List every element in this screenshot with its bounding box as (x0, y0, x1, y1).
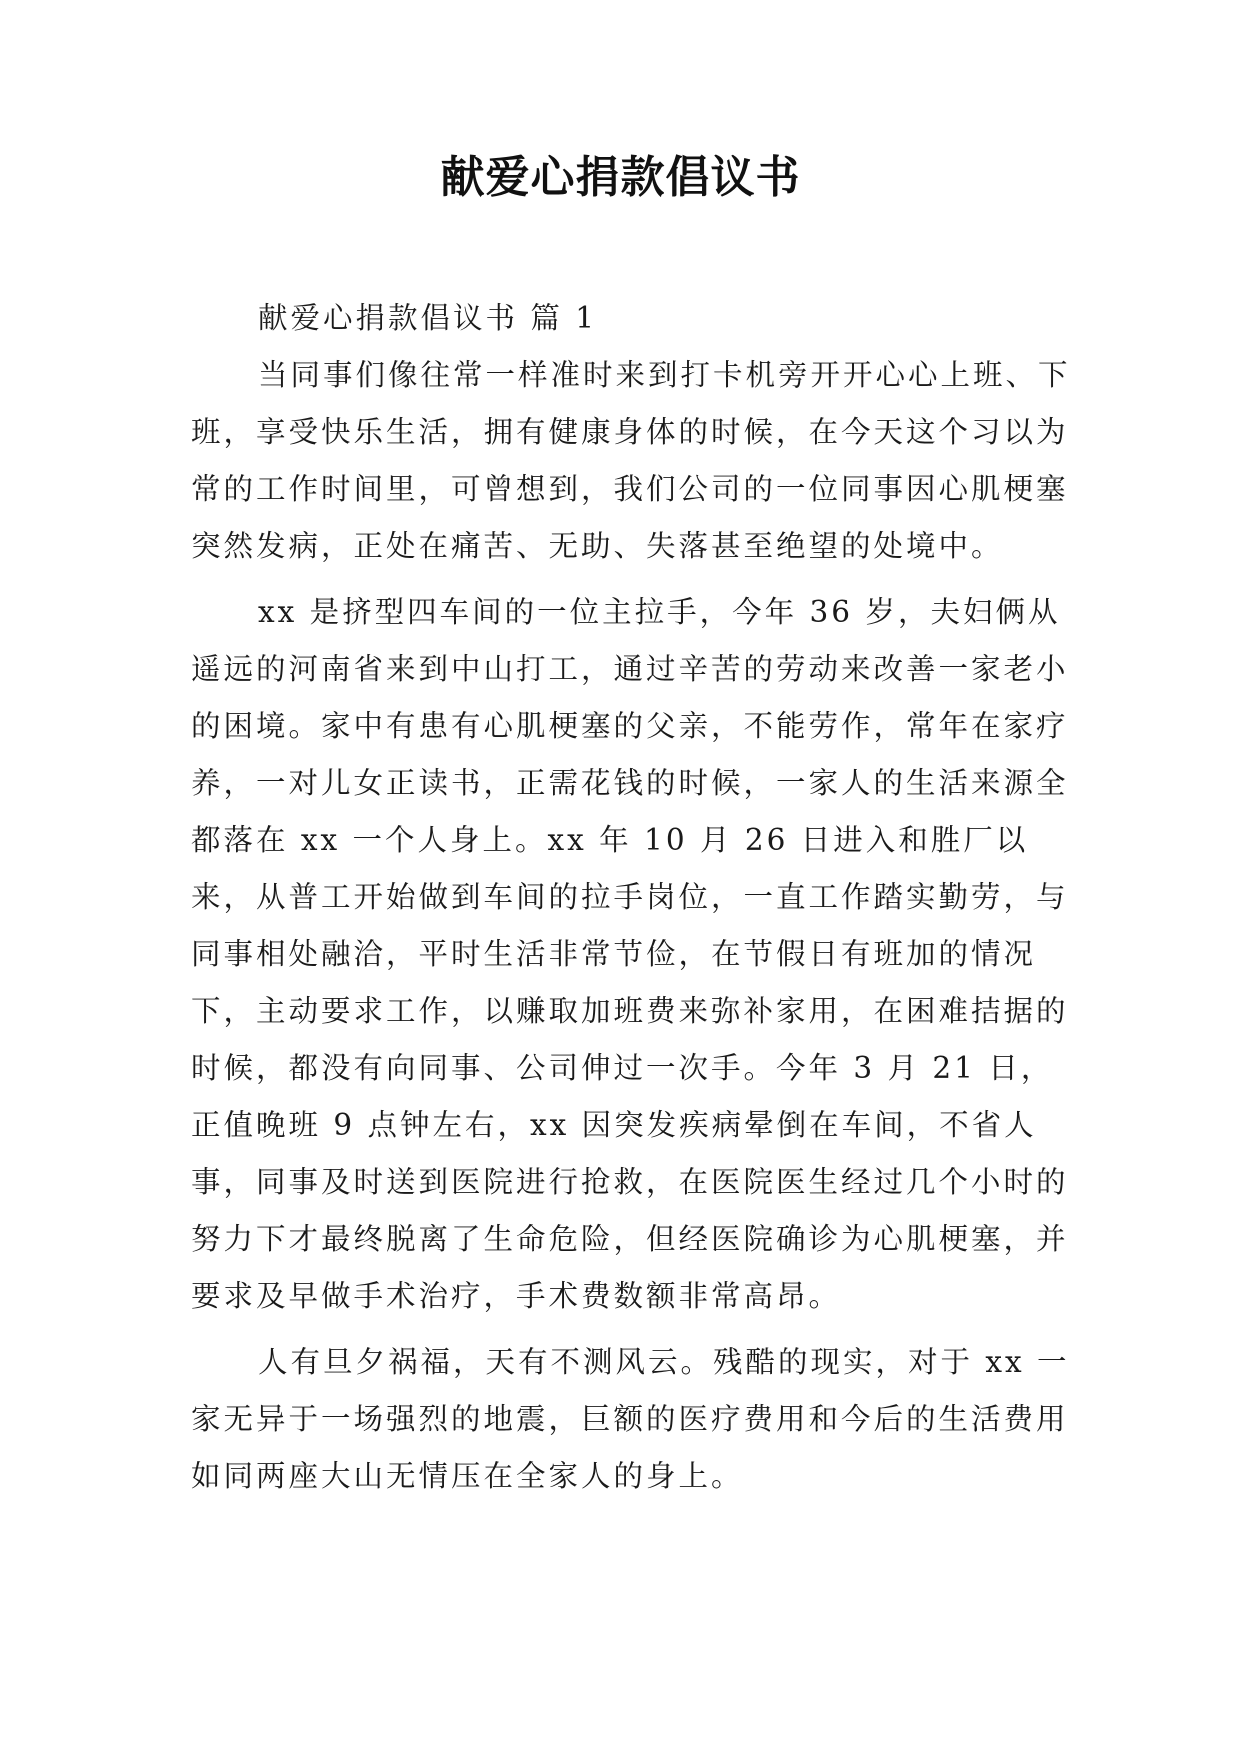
document-title: 献爱心捐款倡议书 (440, 152, 801, 203)
paragraph-intro: 当同事们像往常一样准时来到打卡机旁开开心心上班、下班，享受快乐生活，拥有健康身体的时候，在今天这个习以为常的工作时间里，可曾想到，我们公司的一位同事因心肌梗塞突然发病，正处在痛苦、无助、失落甚至绝望的处境中。 (191, 358, 1071, 563)
document-body (191, 290, 1071, 1505)
section-heading: 献爱心捐款倡议书 篇 1 (258, 301, 598, 335)
paragraph-background: xx 是挤型四车间的一位主拉手，今年 36 岁，夫妇俩从遥远的河南省来到中山打工，通过辛苦的劳动来改善一家老小的困境。家中有患有心肌梗塞的父亲，不能劳作，常年在家疗养，一对儿女正读书，正需花钱的时候，一家人的生活来源全都落在 xx 一个人身上。xx 年 10 月 26 日进入和胜厂以来，从普工开始做到车间的拉手岗位，一直工作踏实勤劳，与同事相处融洽，平时生活非常节俭，在节假日有班加的情况下，主动要求工作，以赚取加班费来弥补家用，在困难拮据的时候，都没有向同事、公司伸过一次手。今年 3 月 21 日，正值晚班 9 点钟左右，xx 因突发疾病晕倒在车间，不省人事，同事及时送到医院进行抢救，在医院医生经过几个小时的努力下才最终脱离了生命危险，但经医院确诊为心肌梗塞，并要求及早做手术治疗，手术费数额非常高昂。 (191, 595, 1069, 1313)
paragraph-appeal: 人有旦夕祸福，天有不测风云。残酷的现实，对于 xx 一家无异于一场强烈的地震，巨额的医疗费用和今后的生活费用如同两座大山无情压在全家人的身上。 (191, 1345, 1070, 1493)
